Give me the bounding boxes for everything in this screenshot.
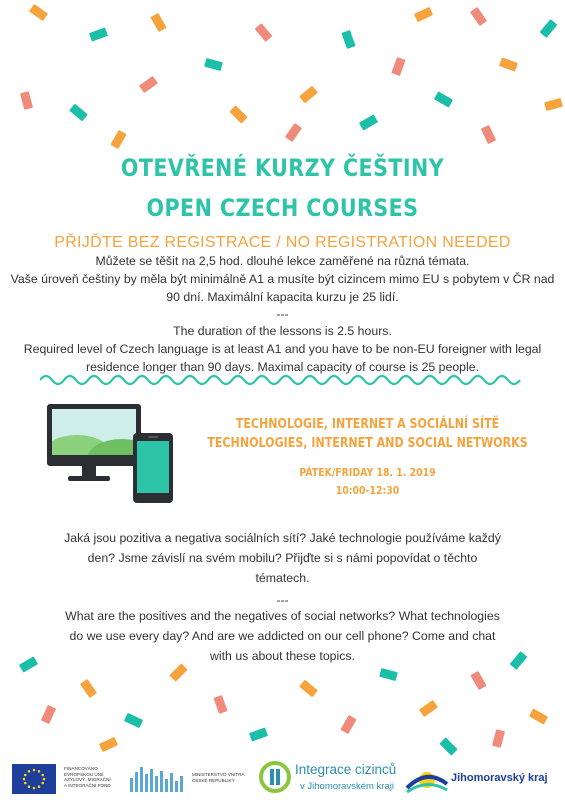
event-title-english: TECHNOLOGIES, INTERNET AND SOCIAL NETWORKS [207, 435, 528, 451]
intro-english [0, 322, 565, 376]
description-english-line: with us about these topics. [210, 649, 355, 663]
registration-subtitle: PŘIJĎTE BEZ REGISTRACE / NO REGISTRATION NEEDED [54, 234, 511, 251]
event-date: PÁTEK/FRIDAY 18. 1. 2019 [299, 466, 436, 479]
intro-english-line: The duration of the lessons is 2.5 hours. [173, 324, 392, 338]
ministry-line: ČESKÉ REPUBLIKY [192, 777, 235, 783]
event-title-czech: TECHNOLOGIE, INTERNET A SOCIÁLNÍ SÍTĚ [235, 416, 500, 432]
intro-czech-line: Vaše úroveň češtiny by měla být minimálně A1 a musíte být cizincem mimo EU s pobytem v ČR nad [10, 272, 555, 286]
description-czech-line: den? Jsme závislí na svém mobilu? Přijďte si s námi popovídat o těchto [87, 551, 478, 565]
course-title-czech: OTEVŘENÉ KURZY ČEŠTINY [120, 154, 445, 182]
integration-logo-icon [258, 760, 292, 794]
eu-fund-line: A INTEGRAČNÍ FOND [64, 782, 111, 788]
description-czech [30, 528, 535, 588]
course-title-english: OPEN CZECH COURSES [146, 194, 419, 222]
description-english-line: do we use every day? And are we addicted on our cell phone? Come and chat [69, 629, 496, 643]
wave-divider [40, 372, 525, 388]
ministry-line: MINISTERSTVO VNITRA [192, 772, 245, 777]
intro-english-line: Required level of Czech language is at least A1 and you have to be non-EU foreigner with legal [23, 342, 542, 356]
eu-fund-line: FINANCOVÁNO [64, 766, 98, 771]
sponsor-logos [0, 752, 565, 800]
region-name: Jihomoravský kraj [451, 772, 548, 784]
intro-czech-line: 90 dní. Maximální kapacita kurzu je 25 lidí. [166, 290, 399, 304]
event-time: 10:00-12:30 [335, 484, 400, 497]
eu-fund-line: EVROPSKOU UNIÍ [64, 771, 104, 777]
description-czech-line: tématech. [255, 571, 310, 585]
eu-flag-icon [12, 764, 56, 794]
description-english-line: What are the positives and the negatives of social networks? What technologies [65, 609, 500, 623]
intro-czech-line: Můžete se těšit na 2,5 hod. dlouhé lekce zaměřené na různá témata. [95, 254, 470, 268]
monitor-icon [47, 404, 141, 466]
intro-czech [0, 252, 565, 306]
intro-english-line: residence longer than 90 days. Maximal capacity of course is 25 people. [85, 360, 480, 374]
description-separator: --- [276, 593, 289, 607]
ministry-text [192, 772, 252, 783]
description-czech-line: Jaká jsou pozitiva a negativa sociálních sítí? Jaké technologie používáme každý [64, 531, 501, 545]
integration-subtitle: v Jihomoravském kraji [300, 781, 394, 792]
eu-fund-text [64, 766, 112, 788]
intro-separator: --- [276, 307, 289, 321]
phone-icon [133, 433, 173, 503]
integration-title: Integrace cizinců [295, 762, 397, 777]
eu-fund-line: AZYLOVÝ, MIGRAČNÍ [64, 777, 111, 783]
description-english [30, 606, 535, 666]
region-logo-icon [405, 762, 449, 794]
ministry-logo-icon [130, 764, 185, 792]
